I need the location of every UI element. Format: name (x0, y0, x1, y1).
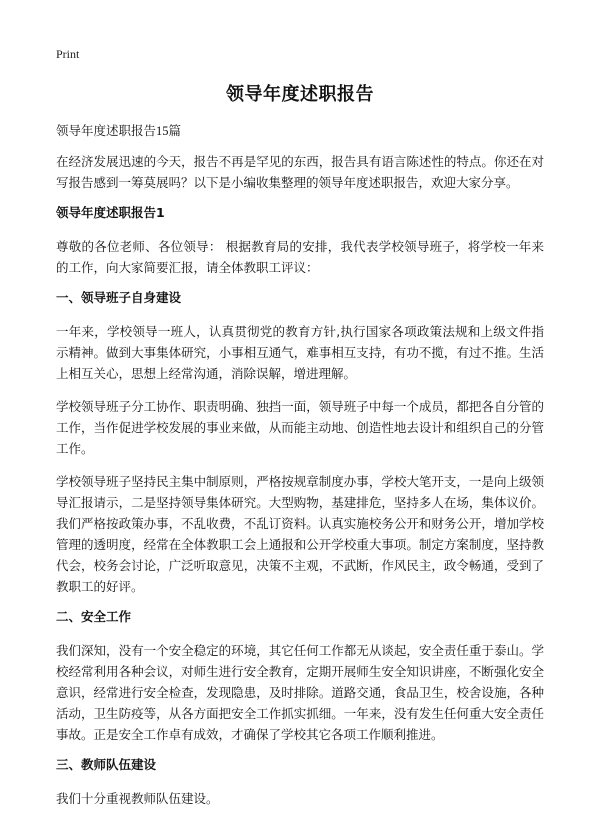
body-paragraph: 我们十分重视教师队伍建设。 (56, 791, 219, 806)
intro-paragraph: 在经济发展迅速的今天，报告不再是罕见的东西，报告具有语言陈述性的特点。你还在对写报告感到一筹莫展吗？以下是小编收集整理的领导年度述职报告，欢迎大家分享。 (56, 154, 544, 190)
document-title: 领导年度述职报告 (226, 84, 374, 105)
body-paragraph: 我们深知，没有一个安全稳定的环境，其它任何工作都无从谈起，安全责任重于泰山。学校经常利用各种会议，对师生进行安全教育，定期开展师生安全知识讲座，不断强化安全意识，经常进行安全检查，发现隐患，及时排除。道路交通，食品卫生，校舍设施，各种活动，卫生防疫等，从各方面把安全工作抓实抓细。一年来，没有发生任何重大安全责任事故。正是安全工作卓有成效，才确保了学校其它各项工作顺利推进。 (56, 643, 544, 742)
document-subtitle: 领导年度述职报告15篇 (56, 124, 182, 138)
print-link[interactable]: Print (56, 47, 80, 61)
greeting-paragraph: 尊敬的各位老师、各位领导： 根据教育局的安排，我代表学校领导班子，将学校一年来的工作，向大家简要汇报，请全体教职工评议： (56, 239, 544, 275)
document-body (56, 123, 544, 821)
section-heading: 三、教师队伍建设 (56, 757, 157, 772)
body-paragraph: 一年来，学校领导一班人，认真贯彻党的教育方针,执行国家各项政策法规和上级文件指示精神。做到大事集体研究，小事相互通气，难事相互支持，有功不揽，有过不推。生活上相互关心，思想上经常沟通，消除误解，增进理解。 (56, 324, 544, 381)
body-paragraph: 学校领导班子坚持民主集中制原则，严格按规章制度办事，学校大笔开支，一是向上级领导汇报请示，二是坚持领导集体研究。大型购物，基建排危，坚持多人在场，集体议价。我们严格按政策办事，不乱收费，不乱订资料。认真实施校务公开和财务公开，增加学校管理的透明度，经常在全体教职工会上通报和公开学校重大事项。制定方案制度，坚持教代会，校务会讨论，广泛听取意见，决策不主观，不武断，作风民主，政令畅通，受到了教职工的好评。 (56, 474, 544, 594)
body-paragraph: 学校领导班子分工协作、职责明确、独挡一面，领导班子中每一个成员，都把各自分管的工作，当作促进学校发展的事业来做，从而能主动地、创造性地去设计和组织自己的分管工作。 (56, 399, 544, 456)
section-heading: 二、安全工作 (56, 609, 132, 624)
section-heading: 一、领导班子自身建设 (56, 290, 182, 305)
report-heading: 领导年度述职报告1 (56, 205, 165, 220)
